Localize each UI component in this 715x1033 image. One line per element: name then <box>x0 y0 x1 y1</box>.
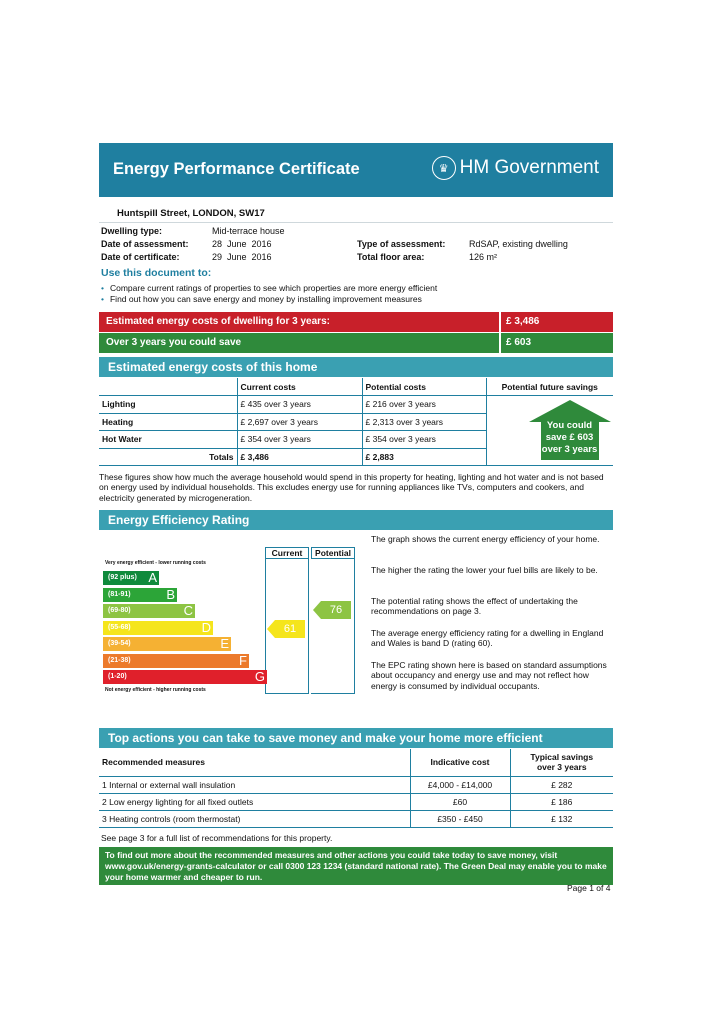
efficiency-paragraph: The graph shows the current energy efficiency of your home. <box>371 534 600 544</box>
band-letter: F <box>239 652 247 668</box>
band-letter: A <box>148 570 157 585</box>
rating-band-c <box>103 604 195 618</box>
hm-government-label: HM Government <box>459 157 599 178</box>
potential-rating-value: 76 <box>329 604 343 616</box>
floor-area-value: 126 m² <box>469 252 498 262</box>
property-address: Huntspill Street, LONDON, SW17 <box>117 208 265 219</box>
costs-note: These figures show how much the average household would spend in this property for heating, lighting and hot water and is not based on energy used by individual households. This excludes energy use for running appliances like TVs, computers and cookers, and electricity generated by microgeneration. <box>99 472 604 503</box>
rating-band-d <box>103 621 213 635</box>
rating-band-e <box>103 637 231 651</box>
efficiency-section-title: Energy Efficiency Rating <box>99 510 613 530</box>
table-row: 2 Low energy lighting for all fixed outlets £60 £ 186 <box>99 793 613 810</box>
efficiency-chart <box>99 531 362 696</box>
estimated-cost-bar <box>99 312 613 332</box>
current-column-header: Current <box>265 547 309 559</box>
savings-arrow-cell <box>486 396 613 466</box>
savings-header: Typical savings over 3 years <box>510 749 613 776</box>
top-caption: Very energy efficient - lower running costs <box>105 560 206 566</box>
band-letter: C <box>183 603 193 618</box>
band-range: (39-54) <box>108 640 131 647</box>
band-letter: D <box>201 619 211 635</box>
assessment-type-label: Type of assessment: <box>357 239 446 249</box>
band-range: (81-91) <box>108 590 131 598</box>
band-letter: B <box>166 586 175 602</box>
current-rating-value: 61 <box>283 623 297 635</box>
band-range: (69-80) <box>108 607 131 614</box>
potential-costs-header: Potential costs <box>362 378 486 396</box>
floor-area-label: Total floor area: <box>357 252 425 262</box>
potential-column <box>311 559 355 694</box>
measures-header: Recommended measures <box>99 749 410 776</box>
band-range: (55-68) <box>108 623 131 631</box>
arrow-line-3: over 3 years <box>541 444 598 455</box>
potential-column-header: Potential <box>311 547 355 559</box>
band-range: (92 plus) <box>108 574 137 581</box>
estimated-cost-label: Estimated energy costs of dwelling for 3 years: <box>99 312 499 332</box>
use-document-title: Use this document to: <box>101 267 212 279</box>
use-bullet: • Compare current ratings of properties to see which properties are more energy efficient <box>101 283 438 293</box>
certificate-title: Energy Performance Certificate <box>113 160 360 178</box>
rating-band-b <box>103 588 177 602</box>
table-row: Hot Water £ 354 over 3 years £ 354 over 3 years <box>99 431 613 449</box>
band-letter: G <box>254 669 265 684</box>
use-bullet: • Find out how you can save energy and money by installing improvement measures <box>101 294 422 304</box>
table-row: 1 Internal or external wall insulation £4,000 - £14,000 £ 282 <box>99 776 613 793</box>
bottom-caption: Not energy efficient - higher running costs <box>105 687 206 693</box>
arrow-line-2: save £ 603 <box>545 432 594 443</box>
green-info-box: To find out more about the recommended measures and other actions you could take today to save money, visit www.gov.uk/energy-grants-calculator or call 0300 123 1234 (standard national rate). The Green Deal may enable you to make your home warmer and cheaper to run. <box>99 847 613 885</box>
efficiency-paragraph: The average energy efficiency rating for a dwelling in England and Wales is band D (rating 60). <box>371 628 604 649</box>
arrow-line-1: You could <box>546 420 593 431</box>
estimated-cost-value: £ 3,486 <box>501 312 613 332</box>
dwelling-type-label: Dwelling type: <box>101 226 163 236</box>
rating-band-g <box>103 670 267 684</box>
efficiency-paragraph: The potential rating shows the effect of undertaking the recommendations on page 3. <box>371 596 578 617</box>
actions-section-title: Top actions you can take to save money and make your home more efficient <box>99 728 613 748</box>
band-range: (1-20) <box>108 673 127 680</box>
table-row: Heating £ 2,697 over 3 years £ 2,313 over 3 years <box>99 413 613 431</box>
divider <box>99 222 613 223</box>
rating-band-f <box>103 654 249 668</box>
hm-government-logo <box>432 156 599 180</box>
assessment-type-value: RdSAP, existing dwelling <box>469 239 568 249</box>
certificate-date-value: 29 June 2016 <box>212 252 272 262</box>
savings-value: £ 603 <box>501 333 613 353</box>
see-page-note: See page 3 for a full list of recommendations for this property. <box>101 833 333 843</box>
rating-band-a <box>103 571 159 585</box>
dwelling-type-value: Mid-terrace house <box>212 226 285 236</box>
efficiency-paragraph: The EPC rating shown here is based on standard assumptions about occupancy and energy use and may not reflect how energy is consumed by individual occupants. <box>371 660 607 691</box>
savings-label: Over 3 years you could save <box>99 333 499 353</box>
assessment-date-label: Date of assessment: <box>101 239 189 249</box>
assessment-date-value: 28 June 2016 <box>212 239 272 249</box>
future-savings-header: Potential future savings <box>486 378 613 396</box>
certificate-date-label: Date of certificate: <box>101 252 180 262</box>
current-costs-header: Current costs <box>237 378 362 396</box>
crest-icon: ♛ <box>432 156 456 180</box>
band-range: (21-38) <box>108 656 131 664</box>
totals-row: Totals £ 3,486 £ 2,883 <box>99 448 613 466</box>
costs-table <box>99 378 613 466</box>
certificate-header <box>99 143 613 197</box>
cost-header: Indicative cost <box>410 749 510 776</box>
table-row: Lighting £ 435 over 3 years £ 216 over 3 years You could save £ 603 over 3 years <box>99 396 613 414</box>
table-row: 3 Heating controls (room thermostat) £350 - £450 £ 132 <box>99 810 613 827</box>
actions-table <box>99 749 613 828</box>
savings-bar <box>99 333 613 353</box>
efficiency-paragraph: The higher the rating the lower your fuel bills are likely to be. <box>371 565 598 575</box>
band-letter: E <box>220 636 229 651</box>
page-number: Page 1 of 4 <box>567 883 611 893</box>
costs-section-title: Estimated energy costs of this home <box>99 357 613 377</box>
